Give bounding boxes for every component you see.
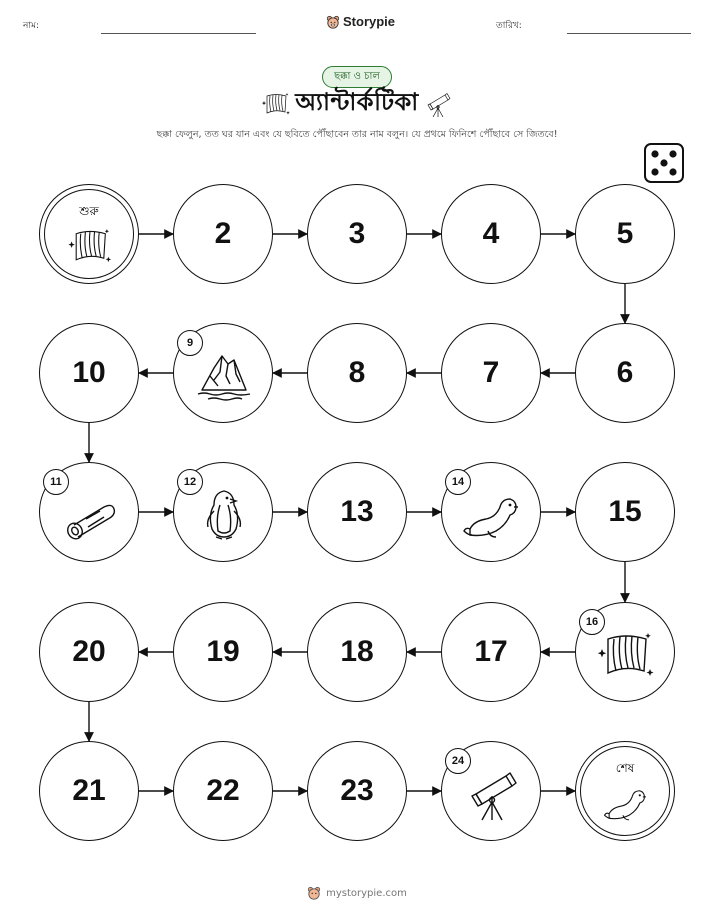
board-cell-11 [39,462,139,562]
board-cell-5 [575,184,675,284]
cell-number: 7 [482,356,500,389]
board-cell-9 [173,323,273,423]
board-cell-12 [173,462,273,562]
cell-number-badge: 12 [177,469,203,495]
board-cell-21 [39,741,139,841]
cell-number: 18 [340,635,374,668]
date-label: তারিখ: [496,21,522,31]
board-cell-3 [307,184,407,284]
board-cell-14 [441,462,541,562]
cell-number: 5 [616,217,634,250]
game-type-badge: ছক্কা ও চাল [322,66,392,88]
brand-name: Storypie [343,14,396,29]
cell-number: 6 [616,356,634,389]
cell-number-badge: 9 [177,330,203,356]
board-cell-20 [39,602,139,702]
cell-number: 13 [340,495,374,528]
start-cell [39,184,139,284]
cell-number: 19 [206,635,240,668]
board-cell-16 [575,602,675,702]
page-title: অ্যান্টার্কটিকা [295,88,419,116]
footer [0,886,714,900]
finish-cell [575,741,675,841]
cell-number: 10 [72,356,106,389]
telescope-icon [462,764,522,824]
board-cell-15 [575,462,675,562]
board-cell-7 [441,323,541,423]
cell-number: 23 [340,774,374,807]
iceberg-icon [194,346,254,406]
board-cell-24 [441,741,541,841]
cell-number: 22 [206,774,240,807]
cell-number: 8 [348,356,366,389]
board-cell-10 [39,323,139,423]
cell-number: 21 [72,774,106,807]
board-cell-13 [307,462,407,562]
board-cell-22 [173,741,273,841]
seal-icon [601,780,651,826]
cell-number: 3 [348,217,366,250]
cell-number: 20 [72,635,106,668]
penguin-icon [194,485,254,545]
seal-icon [462,485,522,545]
aurora-icon [65,223,115,269]
cell-number-badge: 16 [579,609,605,635]
name-label: নাম: [23,21,40,31]
board-cell-8 [307,323,407,423]
log-icon [60,485,120,545]
aurora-icon [596,625,656,685]
cell-number-badge: 11 [43,469,69,495]
board-cell-2 [173,184,273,284]
cell-number: 2 [214,217,232,250]
cell-number: 4 [482,217,500,250]
start-label: শুরু [79,204,99,218]
bear-logo-icon [307,886,321,900]
instructions: ছক্কা ফেলুন, তত ঘর যান এবং যে ছবিতে পৌঁছাবেন তার নাম বলুন। যে প্রথমে ফিনিশে পৌঁছাবে সে জিতবে! [156,129,558,140]
cell-number: 17 [474,635,508,668]
board-cell-4 [441,184,541,284]
cell-number-badge: 14 [445,469,471,495]
finish-label: শেষ [615,761,635,775]
board-cell-23 [307,741,407,841]
board-cell-18 [307,602,407,702]
cell-number-badge: 24 [445,748,471,774]
cell-number: 15 [608,495,642,528]
board-cell-6 [575,323,675,423]
board-cell-19 [173,602,273,702]
footer-url: mystorypie.com [326,887,407,899]
board-cell-17 [441,602,541,702]
